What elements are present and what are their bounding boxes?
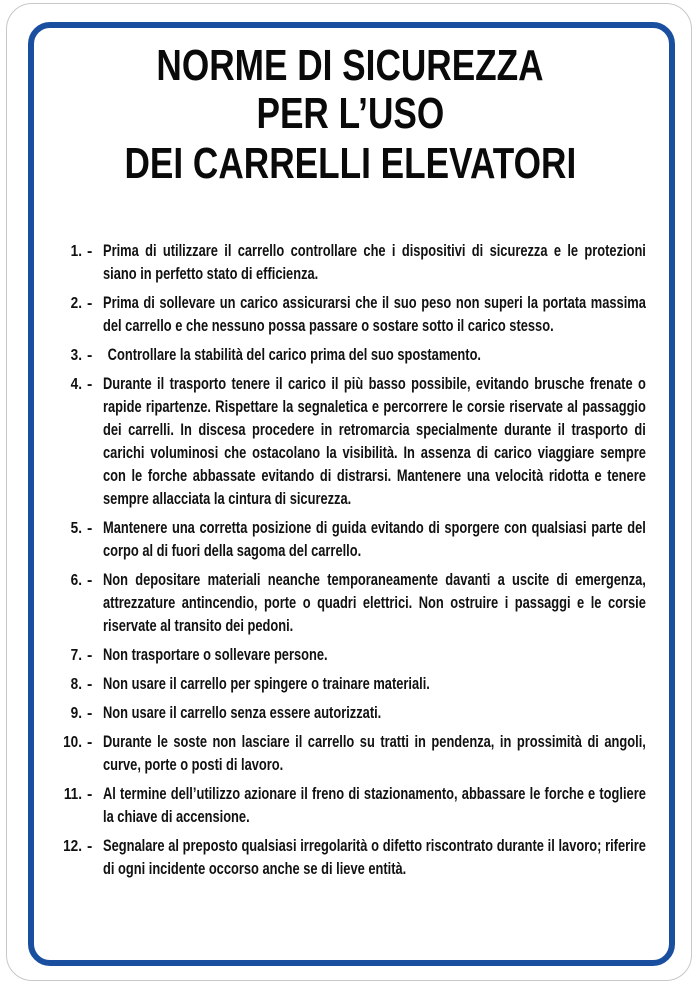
rule-text: Al termine dell’utilizzo azionare il freno di stazionamento, abbassare le forche e togliere la chiave di accensione. [103, 785, 646, 826]
rule-item-11 [0, 783, 700, 829]
rule-item-4 [0, 373, 700, 511]
rule-item-1 [0, 240, 700, 286]
safety-rules-list [0, 240, 700, 887]
rule-text: Segnalare al preposto qualsiasi irregolarità o difetto riscontrato durante il lavoro; riferire di ogni incidente occorso anche se di lieve entità. [103, 837, 646, 878]
rule-dash: - [87, 520, 93, 537]
rule-number: 1. [70, 243, 82, 260]
rule-dash: - [87, 705, 93, 722]
rule-item-7 [0, 644, 700, 667]
rule-dash: - [87, 243, 93, 260]
rule-dash: - [87, 295, 93, 312]
rule-number: 10. [63, 734, 82, 751]
rule-text: Durante le soste non lasciare il carrello su tratti in pendenza, in prossimità di angoli, curve, porte o posti di lavoro. [103, 733, 646, 774]
rule-text: Prima di utilizzare il carrello controllare che i dispositivi di sicurezza e le protezioni siano in perfetto stato di efficienza. [103, 242, 646, 283]
rule-dash: - [87, 676, 93, 693]
rule-number: 2. [70, 295, 82, 312]
rule-item-5 [0, 517, 700, 563]
rule-number: 11. [63, 786, 82, 803]
rule-item-2 [0, 292, 700, 338]
rule-number: 9. [70, 705, 82, 722]
rule-number: 6. [70, 572, 82, 589]
rule-item-10 [0, 731, 700, 777]
rule-number: 4. [70, 376, 82, 393]
sign-title-line-3 [0, 139, 700, 188]
rule-number: 5. [70, 520, 82, 537]
rule-dash: - [87, 347, 93, 364]
sign-title-line-1 [0, 41, 700, 90]
sign-title-line-2 [0, 89, 700, 138]
rule-dash: - [87, 572, 93, 589]
rule-text: Prima di sollevare un carico assicurarsi che il suo peso non superi la portata massima del carrello e che nessuno possa passare o sostare sotto il carico stesso. [103, 294, 646, 335]
title-text-1: NORME DI SICUREZZA [156, 41, 544, 90]
rule-number: 3. [70, 347, 82, 364]
rule-text: Non usare il carrello per spingere o trainare materiali. [103, 675, 430, 693]
rule-dash: - [87, 734, 93, 751]
rule-item-12 [0, 835, 700, 881]
rule-text: Non depositare materiali neanche temporaneamente davanti a uscite di emergenza, attrezzature antincendio, porte o quadri elettrici. Non ostruire i passaggi e le corsie riservate al transito dei pedoni. [103, 571, 646, 635]
rule-item-8 [0, 673, 700, 696]
rule-text: Controllare la stabilità del carico prima del suo spostamento. [107, 346, 482, 364]
title-text-2: PER L’USO [256, 89, 444, 138]
rule-item-6 [0, 569, 700, 638]
rule-item-9 [0, 702, 700, 725]
rule-number: 7. [70, 647, 82, 664]
rule-dash: - [87, 376, 93, 393]
rule-text: Non usare il carrello senza essere autorizzati. [103, 704, 382, 722]
rule-dash: - [87, 838, 93, 855]
title-text-3: DEI CARRELLI ELEVATORI [124, 139, 576, 188]
rule-dash: - [87, 786, 93, 803]
rule-text: Non trasportare o sollevare persone. [103, 646, 328, 664]
rule-text: Mantenere una corretta posizione di guida evitando di sporgere con qualsiasi parte del corpo al di fuori della sagoma del carrello. [103, 519, 646, 560]
rule-number: 8. [70, 676, 82, 693]
rule-text: Durante il trasporto tenere il carico il più basso possibile, evitando brusche frenate o rapide ripartenze. Rispettare la segnaletica e percorrere le corsie riservate al passaggio dei carrelli. In discesa procedere in retromarcia specialmente durante il trasporto di carichi voluminosi che ostacolano la visibilità. In assenza di carico viaggiare sempre con le forche abbassate evitando di distrarsi. Mantenere una velocità ridotta e tenere sempre allacciata la cintura di sicurezza. [103, 375, 646, 508]
rule-item-3 [0, 344, 700, 367]
rule-number: 12. [63, 838, 82, 855]
rule-dash: - [87, 647, 93, 664]
